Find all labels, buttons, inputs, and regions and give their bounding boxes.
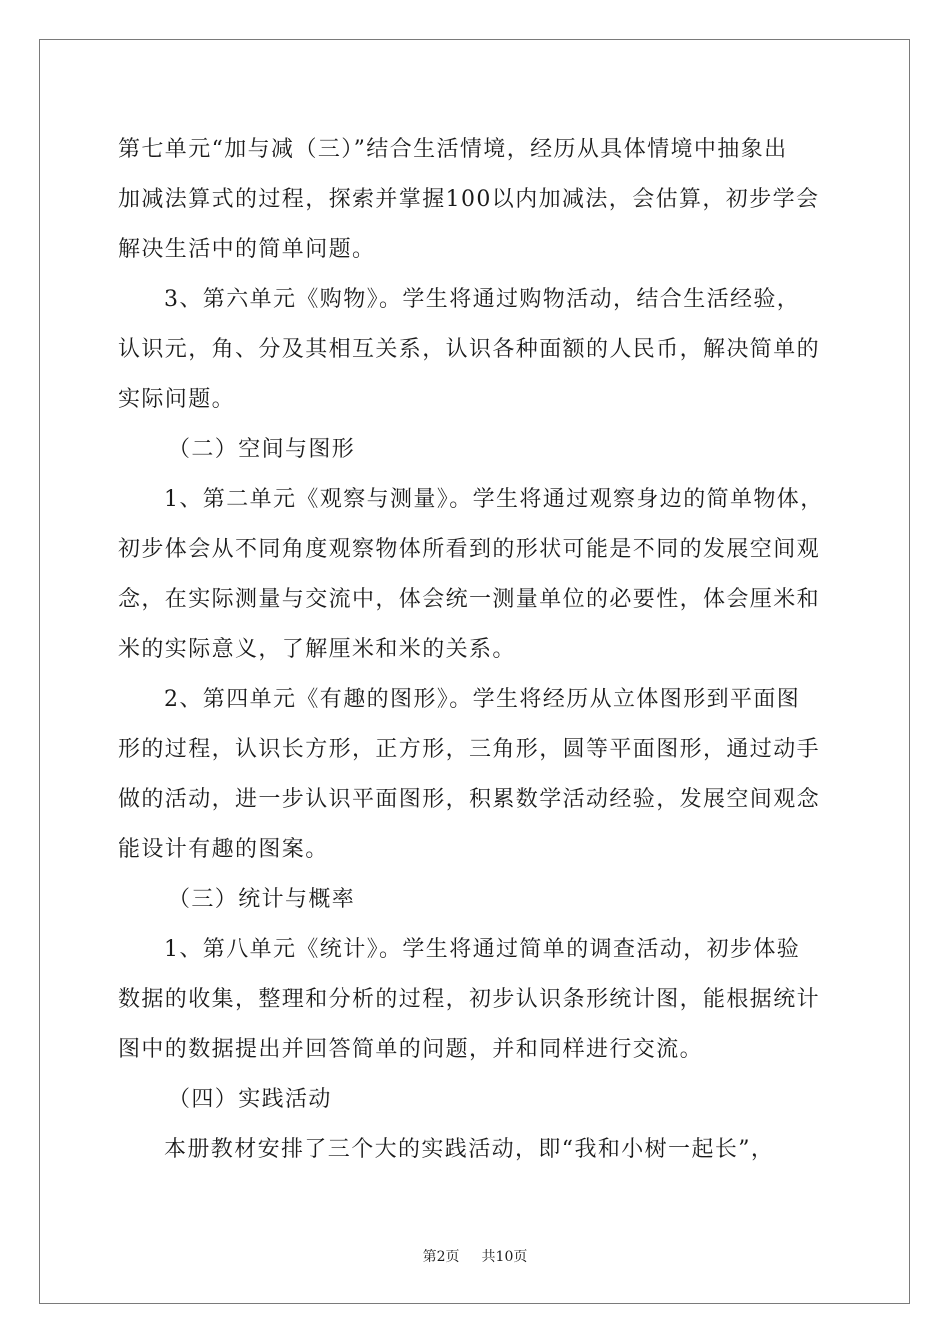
page-number: 第2页 [422, 1249, 460, 1265]
paragraph-start-line: 1、第八单元《统计》。学生将通过简单的调查活动，初步体验 [164, 937, 801, 962]
text-line: 米的实际意义，了解厘米和米的关系。 [118, 637, 516, 662]
text-line: 认识元，角、分及其相互关系，认识各种面额的人民币，解决简单的 [118, 337, 821, 362]
section-heading: （三）统计与概率 [168, 887, 356, 912]
text-line: 解决生活中的简单问题。 [118, 237, 376, 262]
paragraph-start-line: 本册教材安排了三个大的实践活动，即“我和小树一起长”， [164, 1137, 775, 1162]
text-line: 形的过程，认识长方形，正方形，三角形，圆等平面图形，通过动手 [118, 737, 821, 762]
text-line: 第七单元“加与减（三）”结合生活情境，经历从具体情境中抽象出 [118, 137, 788, 162]
text-line: 图中的数据提出并回答简单的问题，并和同样进行交流。 [118, 1037, 704, 1062]
text-line: 能设计有趣的图案。 [118, 837, 329, 862]
paragraph-start-line: 1、第二单元《观察与测量》。学生将通过观察身边的简单物体， [164, 487, 824, 512]
text-line: 加减法算式的过程，探索并掌握100以内加减法，会估算，初步学会 [118, 187, 820, 212]
paragraph-start-line: 3、第六单元《购物》。学生将通过购物活动，结合生活经验， [164, 287, 801, 312]
page-footer [0, 1246, 950, 1266]
text-line: 初步体会从不同角度观察物体所看到的形状可能是不同的发展空间观 [118, 537, 821, 562]
total-pages: 共10页 [481, 1249, 528, 1265]
document-body [118, 125, 833, 1175]
text-line: 数据的收集，整理和分析的过程，初步认识条形统计图，能根据统计 [118, 987, 821, 1012]
text-line: 念，在实际测量与交流中，体会统一测量单位的必要性，体会厘米和 [118, 587, 821, 612]
paragraph-start-line: 2、第四单元《有趣的图形》。学生将经历从立体图形到平面图 [164, 687, 801, 712]
section-heading: （四）实践活动 [168, 1087, 332, 1112]
section-heading: （二）空间与图形 [168, 437, 356, 462]
text-line: 做的活动，进一步认识平面图形，积累数学活动经验，发展空间观念 [118, 787, 821, 812]
text-line: 实际问题。 [118, 387, 236, 412]
